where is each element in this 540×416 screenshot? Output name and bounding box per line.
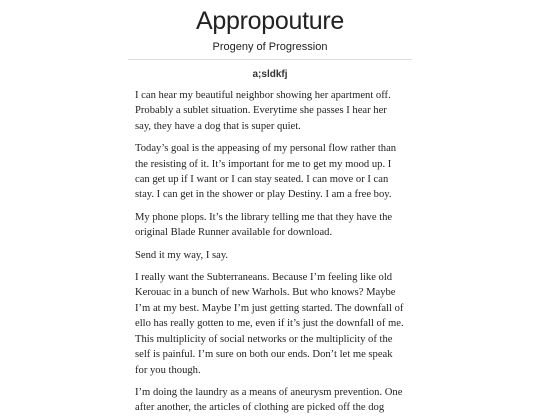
post-paragraph: Today’s goal is the appeasing of my personal flow rather than the resisting of it. It’s important for me to get my mood up. I can get up if I want or I can stay seated. I can move or I can stay. I can get in the shower or play Destiny. I am a free boy. bbox=[135, 143, 397, 201]
post-paragraph: I’m doing the laundry as a means of aneurysm prevention. One after another, the articles of clothing are picked off the dog bbox=[135, 386, 403, 414]
site-tagline: Progeny of Progression bbox=[212, 41, 328, 53]
post-paragraph: My phone plops. It’s the library telling me that they have the original Blade Runner available for download. bbox=[135, 211, 393, 239]
post-title[interactable]: a;sldkfj bbox=[252, 69, 288, 80]
post-paragraph: I really want the Subterraneans. Because I’m feeling like old Kerouac in a bunch of new Warhols. But who knows? Maybe I’m at my best. Maybe I’m just getting started. The downfall of ello has really gotten to me, even if it’s just the downfall of me. This multiplicity of social networks or the multiplicity of the self is painful. I’m sure on both our ends. Don’t let me speak for you though. bbox=[135, 272, 404, 376]
site-header bbox=[0, 0, 540, 60]
post-body bbox=[135, 88, 405, 416]
post-paragraph: I can hear my beautiful neighbor showing her apartment off. Probably a sublet situation. Everytime she passes I hear her say, they have a dog that is super quiet. bbox=[135, 90, 391, 132]
header-divider bbox=[128, 59, 412, 60]
post-paragraph: Send it my way, I say. bbox=[135, 249, 229, 261]
blog-post bbox=[0, 69, 540, 416]
site-title[interactable]: Appropouture bbox=[196, 7, 344, 35]
